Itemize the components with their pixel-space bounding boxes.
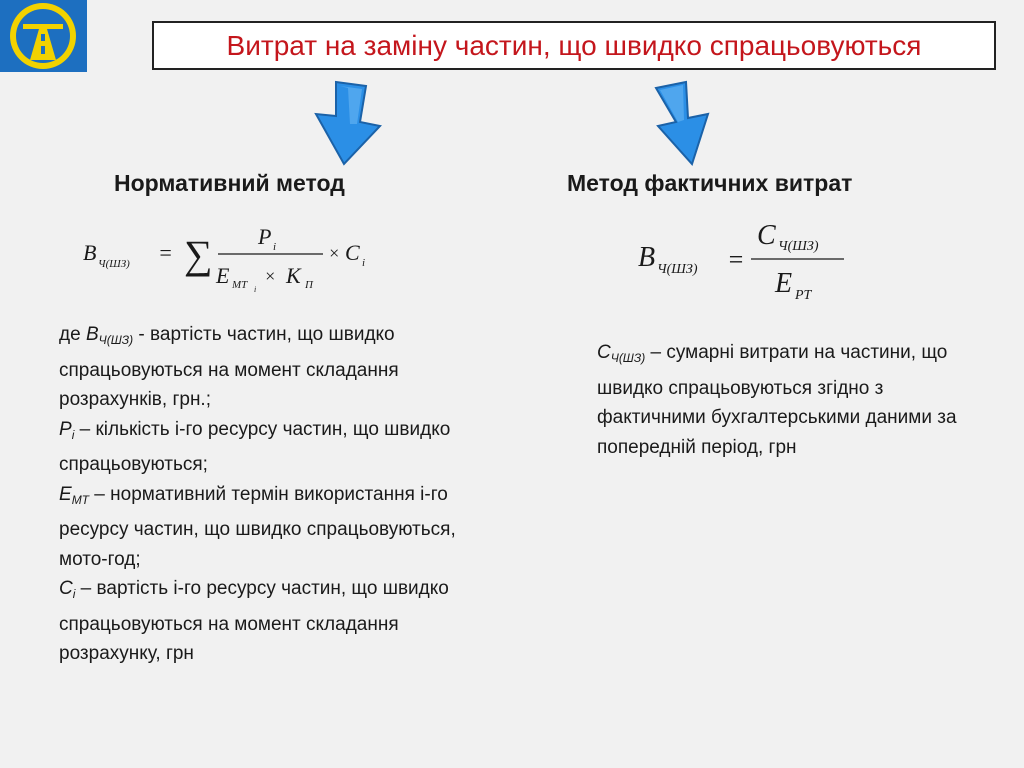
formula-times: ×	[264, 266, 277, 286]
definition-item: $Е_{МТ}$ – нормативний термін використання і-го ресурсу частин, що швидко спрацьовуються, мото-год;	[59, 483, 456, 570]
definition-item: $С_i$ – вартість і-го ресурсу частин, що швидко спрацьовуються на момент складання розрахунку, грн	[59, 578, 449, 664]
definition-item: $С_{Ч(ШЗ)}$ – сумарні витрати на частини, що швидко спрацьовуються згідно з фактичними бухгалтерськими даними за попередній період, грн	[597, 342, 957, 458]
formula-denominator: E	[775, 268, 793, 299]
formula-numerator-sub: Ч(ШЗ)	[778, 239, 819, 254]
normative-formula	[78, 216, 398, 296]
formula-numerator-sub: i	[273, 241, 277, 253]
formula-sum: ∑	[184, 232, 213, 277]
road-logo-icon	[0, 0, 87, 72]
formula-den-a-subsub: i	[254, 285, 257, 294]
definition-item: $Р_i$ – кількість і-го ресурсу частин, що швидко спрацьовуються;	[59, 418, 451, 475]
actual-cost-method-heading: Метод фактичних витрат	[567, 170, 853, 196]
formula-numerator: C	[757, 220, 776, 251]
formula-lhs-sub: Ч(ШЗ)	[98, 258, 130, 270]
actual-formula	[633, 212, 853, 308]
formula-lhs-sub: Ч(ШЗ)	[657, 262, 698, 277]
formula-den-a: E	[216, 263, 230, 288]
formula-equals: =	[727, 245, 745, 274]
formula-times-2: ×	[328, 243, 341, 263]
normative-method-heading: Нормативний метод	[114, 170, 345, 196]
formula-denominator-sub: РТ	[795, 288, 812, 303]
formula-lhs: B	[83, 240, 97, 265]
normative-definitions	[22, 320, 492, 669]
arrow-down-icon	[650, 80, 730, 168]
formula-den-b: K	[286, 263, 301, 288]
definition-item: де $В_{Ч(ШЗ)}$ - вартість частин, що швидко спрацьовуються на момент складання розрахунків, грн.;	[59, 324, 399, 410]
formula-lhs: B	[638, 242, 656, 273]
formula-numerator: P	[258, 224, 272, 249]
formula-mult: C	[345, 240, 360, 265]
formula-equals: =	[158, 240, 173, 265]
formula-mult-sub: i	[362, 257, 366, 269]
actual-definitions	[560, 338, 990, 462]
page-title: Витрат на заміну частин, що швидко спрацьовуються	[152, 21, 996, 70]
formula-den-a-sub: MT	[232, 279, 248, 291]
arrow-down-icon	[310, 80, 390, 168]
formula-den-b-sub: П	[305, 279, 313, 291]
